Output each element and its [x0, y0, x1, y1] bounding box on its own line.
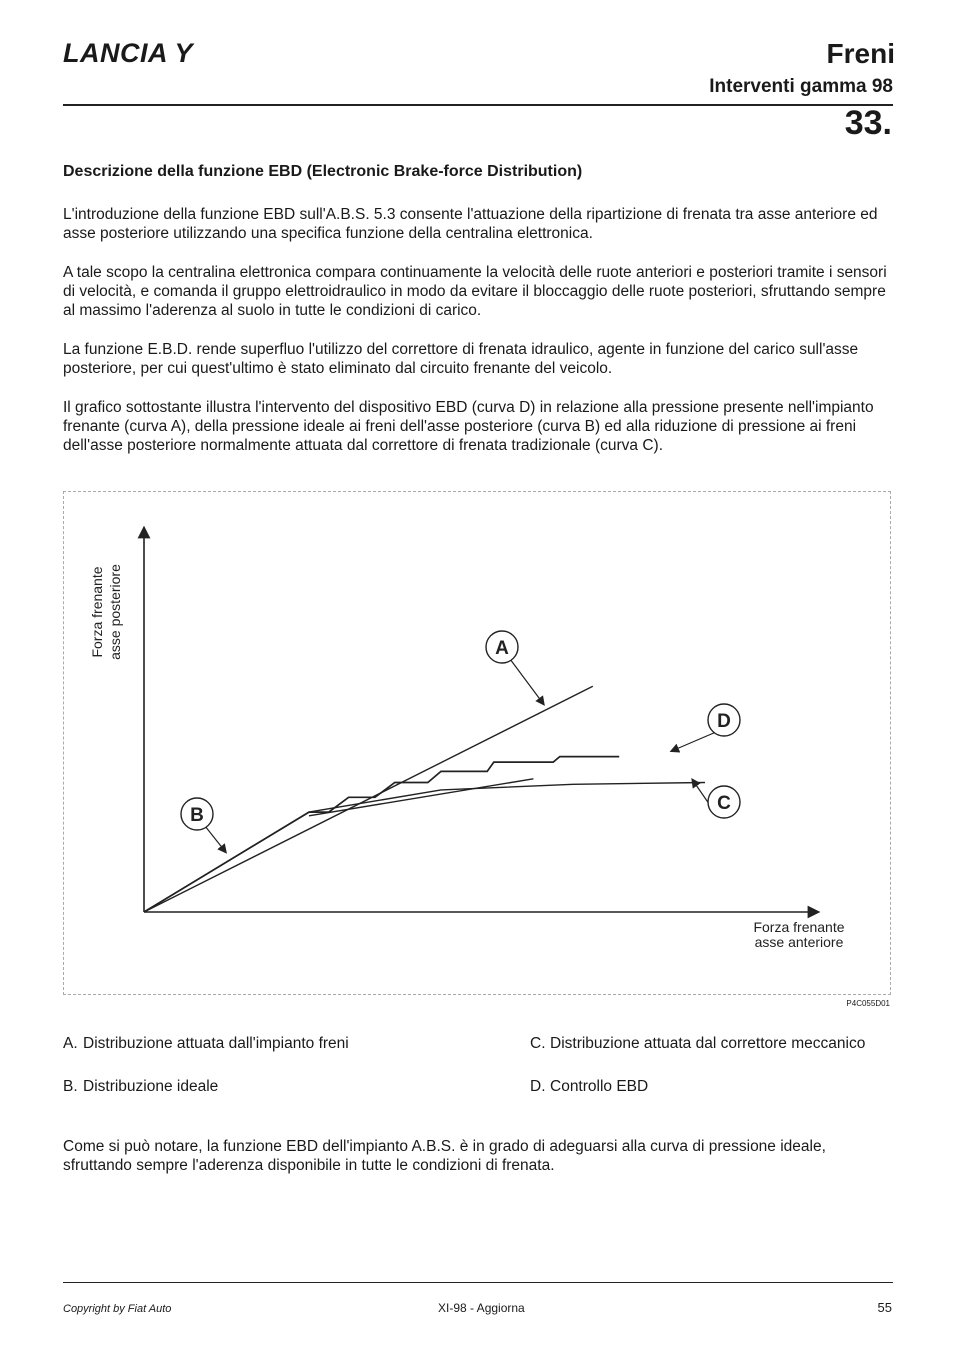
legend-text-d: Controllo EBD [550, 1078, 649, 1095]
ebd-chart-svg [64, 492, 890, 994]
paragraph-purpose: A tale scopo la centralina elettronica compara continuamente la velocità delle ruote anteriori e posteriori tramite i sensori di velocità, e comanda il gruppo elettroidraulico in modo da evitare il bloccaggio delle ruote posteriori, sfruttando sempre al massimo l'aderenza al suolo in tutte le condizioni di carico. [63, 264, 887, 319]
paragraph-conclusion: Come si può notare, la funzione EBD dell'impianto A.B.S. è in grado di adeguarsi alla curva di pressione ideale, sfruttando sempre l'aderenza disponibile in tutte le condizioni di frenata. [63, 1138, 826, 1174]
series-b-label: B [190, 805, 204, 826]
paragraph-intro: L'introduzione della funzione EBD sull'A.B.S. 5.3 consente l'attuazione della ripartizione di frenata tra asse anteriore ed asse posteriore utilizzando una specifica funzione della centralina elettronica. [63, 206, 878, 242]
legend-text-a: Distribuzione attuata dall'impianto freni [83, 1035, 349, 1052]
legend-item-c [530, 1034, 900, 1054]
series-a-line [144, 686, 593, 912]
section-heading: Descrizione della funzione EBD (Electronic Brake-force Distribution) [63, 163, 583, 180]
paragraph-corrector: La funzione E.B.D. rende superfluo l'utilizzo del correttore di frenata idraulico, agente in funzione del carico sull'asse posteriore, per cui quest'ultimo è stato eliminato dal circuito frenante del veicolo. [63, 341, 859, 377]
legend-item-b [63, 1077, 403, 1097]
y-axis-label-line: asse posteriore [107, 564, 123, 660]
section-title: Freni [826, 38, 895, 69]
legend-key-a: A. [63, 1035, 78, 1052]
brand-title: LANCIA Y [63, 38, 194, 68]
footer-rule [63, 1282, 893, 1283]
legend-item-d [530, 1077, 870, 1097]
legend-key-d: D. [530, 1078, 546, 1095]
series-a-label: A [495, 638, 509, 659]
subsection-title: Interventi gamma 98 [709, 76, 893, 97]
header-rule [63, 104, 893, 106]
figure-code: P4C055D01 [846, 999, 890, 1008]
legend-text-c: Distribuzione attuata dal correttore meccanico [550, 1035, 866, 1052]
series-d-label: D [717, 711, 731, 732]
series-d-pointer [674, 732, 716, 750]
ebd-chart [63, 491, 891, 995]
legend-key-c: C. [530, 1035, 546, 1052]
series-b-pointer [205, 826, 224, 850]
y-axis-label-line: Forza frenante [89, 566, 105, 658]
series-c-label: C [717, 793, 731, 814]
series-a-pointer [510, 659, 542, 702]
edition: XI-98 - Aggiorna [438, 1301, 525, 1315]
series-c-line [309, 779, 533, 816]
legend-key-b: B. [63, 1078, 78, 1095]
copyright: Copyright by Fiat Auto [63, 1303, 172, 1315]
paragraph-graph: Il grafico sottostante illustra l'intervento del dispositivo EBD (curva D) in relazione alla pressione presente nell'impianto frenante (curva A), della pressione ideale ai freni dell'asse posteriore (curva B) ed alla riduzione di pressione ai freni dell'asse posteriore normalmente attuata dal correttore di frenata tradizionale (curva C). [63, 399, 874, 454]
series-d-line [144, 757, 619, 912]
chapter-number: 33. [844, 104, 892, 142]
legend-item-a [63, 1034, 403, 1054]
x-axis-label-line: asse anteriore [754, 934, 844, 950]
legend-text-b: Distribuzione ideale [83, 1078, 219, 1095]
series-b-line [144, 783, 705, 913]
x-axis-label-line: Forza frenante [753, 919, 845, 935]
page-number: 55 [877, 1300, 892, 1315]
